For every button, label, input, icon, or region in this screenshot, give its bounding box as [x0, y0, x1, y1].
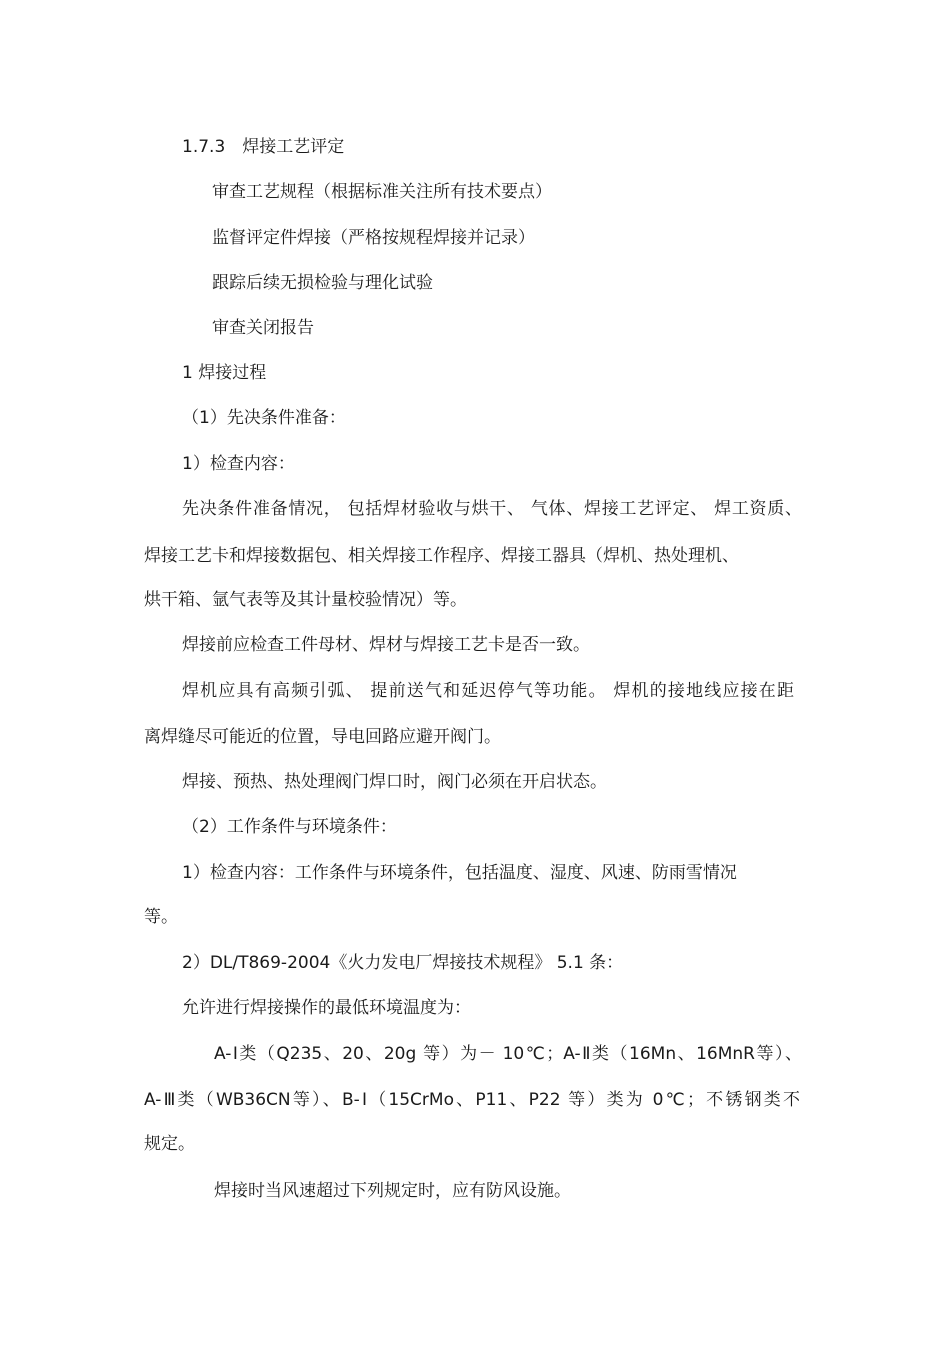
- eval-item: 监督评定件焊接（严格按规程焊接并记录）: [212, 228, 535, 248]
- paragraph-line: 离焊缝尽可能近的位置，导电回路应避开阀门。: [144, 727, 501, 747]
- check-item-heading: 1）检查内容：: [182, 454, 295, 474]
- eval-item: 跟踪后续无损检验与理化试验: [212, 273, 433, 293]
- paragraph-line: 焊接工艺卡和焊接数据包、相关焊接工作程序、焊接工器具（焊机、热处理机、: [144, 546, 739, 566]
- paragraph-line: 规定。: [144, 1134, 195, 1154]
- paragraph-line: 烘干箱、氩气表等及其计量校验情况）等。: [144, 590, 467, 610]
- paragraph-line: 焊接前应检查工件母材、焊材与焊接工艺卡是否一致。: [182, 635, 590, 655]
- paragraph-line: A-Ⅰ类（Q235、20、20g 等）为－ 10℃；A-Ⅱ类（16Mn、16MnR等）、: [214, 1044, 802, 1064]
- eval-item: 审查工艺规程（根据标准关注所有技术要点）: [212, 182, 552, 202]
- eval-item: 审查关闭报告: [212, 318, 314, 338]
- paragraph-line: 1）检查内容：工作条件与环境条件，包括温度、湿度、风速、防雨雪情况: [182, 863, 737, 883]
- paragraph-line: 等。: [144, 907, 178, 927]
- standard-reference: 2）DL/T869-2004《火力发电厂焊接技术规程》 5.1 条：: [182, 953, 624, 973]
- paragraph-line: 焊接时当风速超过下列规定时，应有防风设施。: [214, 1181, 571, 1201]
- paragraph-line: 先决条件准备情况， 包括焊材验收与烘干、 气体、焊接工艺评定、 焊工资质、: [182, 499, 802, 519]
- paragraph-line: 焊接、预热、热处理阀门焊口时，阀门必须在开启状态。: [182, 772, 607, 792]
- section-heading: 1.7.3 焊接工艺评定: [182, 137, 345, 157]
- subsection-heading: （2）工作条件与环境条件：: [182, 817, 397, 837]
- paragraph-line: A-Ⅲ类（WB36CN等）、B-Ⅰ（15CrMo、P11、P22 等）类为 0℃；不锈钢类不: [144, 1090, 800, 1110]
- paragraph-line: 允许进行焊接操作的最低环境温度为：: [182, 998, 471, 1018]
- subsection-heading: （1）先决条件准备：: [182, 408, 346, 428]
- paragraph-line: 焊机应具有高频引弧、 提前送气和延迟停气等功能。 焊机的接地线应接在距: [182, 681, 794, 701]
- process-heading: 1 焊接过程: [182, 363, 267, 383]
